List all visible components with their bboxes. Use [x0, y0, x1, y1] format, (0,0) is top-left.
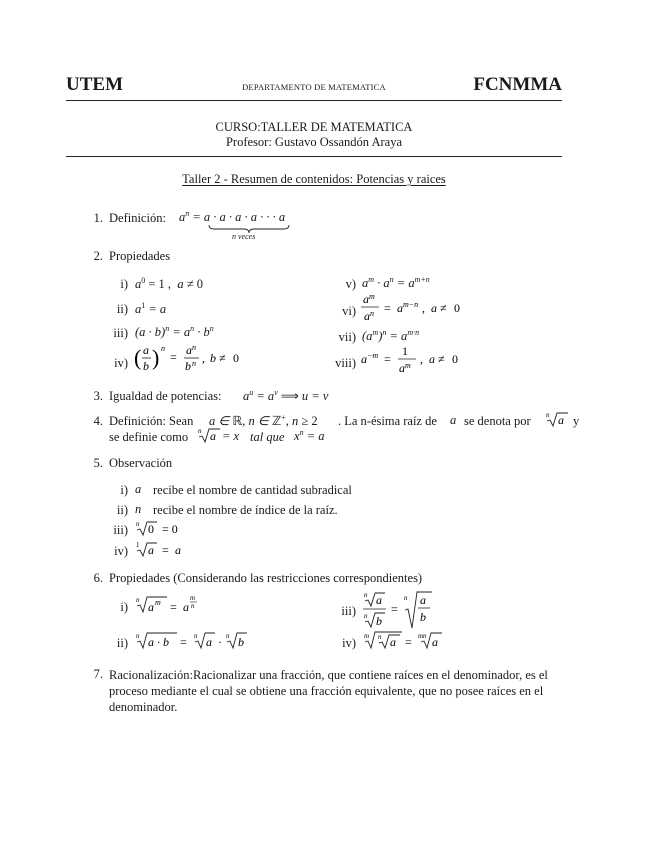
first-root: [134, 540, 194, 558]
roman-numeral: vi): [342, 304, 356, 318]
svg-text:a: a: [397, 301, 403, 315]
section-heading: Propiedades: [109, 249, 171, 263]
roman-numeral: iv): [342, 636, 356, 650]
svg-text:a: a: [363, 292, 369, 306]
section-heading: Observación: [109, 456, 173, 470]
svg-text:=: =: [384, 301, 391, 315]
svg-text:a: a: [558, 413, 564, 427]
power-equality: $a^u = a^v$ ⟹ u = v: [243, 388, 329, 403]
item-number: 1.: [93, 211, 103, 225]
svg-text:n: n: [404, 594, 408, 602]
header-center: DEPARTAMENTO DE MATEMATICA: [242, 82, 386, 92]
root-of-zero: [134, 519, 194, 537]
roman-numeral: i): [120, 600, 128, 614]
svg-text:= 0: = 0: [162, 522, 178, 536]
roman-numeral: ii): [116, 636, 128, 650]
svg-text:=: =: [162, 543, 169, 557]
root-denoted-text: se denota por: [464, 414, 531, 428]
svg-text:=: =: [384, 352, 391, 366]
svg-text:b: b: [143, 359, 149, 373]
property-negative-exponent: [360, 343, 480, 379]
roman-numeral: ii): [116, 503, 128, 517]
svg-text:n: n: [194, 632, 198, 640]
svg-text:n: n: [198, 427, 202, 435]
item-number: 6.: [93, 571, 103, 585]
svg-text:m: m: [364, 632, 370, 640]
property-quotient-same-base: [360, 292, 480, 326]
svg-text:a ≠: a ≠: [431, 301, 447, 315]
svg-text:n: n: [226, 632, 230, 640]
svg-text:a: a: [175, 543, 181, 557]
svg-text:−m: −m: [367, 351, 379, 360]
svg-text:n: n: [192, 359, 196, 368]
definition-label: Definición:: [109, 211, 166, 225]
root-definition-text: . La n-ésima raíz de: [338, 414, 437, 428]
svg-text:=: =: [170, 600, 177, 614]
svg-text:a: a: [432, 635, 438, 649]
and-text: y: [573, 414, 580, 428]
item-number: 5.: [93, 456, 103, 470]
roman-numeral: i): [120, 277, 128, 291]
roman-numeral: iii): [113, 326, 128, 340]
svg-text:n: n: [136, 520, 140, 528]
svg-text:n: n: [364, 612, 368, 620]
svg-text:1: 1: [402, 344, 408, 358]
svg-text:n: n: [378, 633, 382, 641]
property-power-of-power: $(a^m)^n = a^{m\cdot n}$: [362, 328, 420, 343]
svg-text:a: a: [390, 635, 396, 649]
header-left: UTEM: [66, 74, 123, 95]
root-to-fractional-power: [134, 592, 204, 616]
roman-numeral: vii): [338, 330, 356, 344]
svg-text:a: a: [148, 543, 154, 557]
svg-text:=: =: [391, 602, 398, 616]
svg-text:a · b: a · b: [148, 635, 169, 649]
root-conditions: a ∈ ℝ, n ∈ ℤ+, n ≥ 2: [209, 413, 318, 428]
svg-text:m: m: [405, 361, 411, 370]
svg-text:1: 1: [136, 541, 140, 549]
svg-text:n: n: [136, 632, 140, 640]
item-number: 7.: [93, 667, 103, 681]
root-equals-x: = x: [222, 429, 240, 443]
item-number: 4.: [93, 414, 103, 428]
variable-a: a: [450, 413, 457, 427]
svg-text:a: a: [183, 600, 189, 614]
property-one-exponent: $a^1 = a$: [135, 301, 167, 316]
course-professor: Profesor: Gustavo Ossandón Araya: [225, 135, 402, 149]
svg-text:m: m: [369, 292, 375, 301]
svg-text:n: n: [192, 343, 196, 352]
svg-text:a: a: [420, 593, 426, 607]
property-product-power: $(a \cdot b)^n = a^n \cdot b^n$: [135, 324, 214, 339]
root-of-product: [134, 630, 264, 652]
svg-text:=: =: [170, 350, 177, 364]
svg-text:,: ,: [422, 301, 425, 315]
svg-text:b: b: [185, 359, 191, 373]
svg-text:a: a: [143, 343, 149, 357]
page-header: [66, 74, 562, 102]
svg-text:m: m: [155, 598, 161, 607]
svg-text:a: a: [364, 309, 370, 323]
svg-text:·: ·: [218, 635, 222, 649]
svg-text:n: n: [546, 411, 550, 419]
workshop-title: Taller 2 - Resumen de contenidos: Potencias y raices: [182, 172, 446, 186]
svg-text:0: 0: [452, 352, 458, 366]
svg-text:m: m: [190, 594, 196, 602]
nth-root-a: [544, 410, 570, 428]
course-title: CURSO:TALLER DE MATEMATICA: [215, 120, 413, 134]
property-product-same-base: $a^m \cdot a^n = a^{m+n}$: [362, 275, 430, 290]
course-rule: [66, 156, 562, 157]
svg-text:0: 0: [454, 301, 460, 315]
svg-text:n: n: [191, 602, 195, 610]
svg-text:a: a: [206, 635, 212, 649]
svg-text:mn: mn: [418, 632, 427, 640]
svg-text:a: a: [186, 343, 192, 357]
svg-text:a ≠: a ≠: [429, 352, 445, 366]
svg-text:n: n: [364, 591, 368, 599]
roman-numeral: i): [120, 483, 128, 497]
roman-numeral: iii): [341, 604, 356, 618]
roman-numeral: iv): [114, 544, 128, 558]
svg-text:a: a: [148, 600, 154, 614]
variable-a: a: [135, 482, 142, 496]
root-definition-intro: Definición: Sean: [109, 414, 194, 428]
equality-label: Igualdad de potencias:: [109, 389, 222, 403]
roman-numeral: viii): [335, 356, 356, 370]
property-zero-exponent: $a^0 = 1$ , a ≠ 0: [135, 276, 203, 291]
svg-text:n: n: [370, 309, 374, 318]
svg-text:b ≠: b ≠: [210, 351, 226, 365]
observation-text: recibe el nombre de índice de la raíz.: [153, 503, 338, 517]
property-quotient-power: [134, 343, 246, 379]
svg-text:(: (: [134, 345, 142, 370]
power-definition: $a^n = a \cdot a \cdot a \cdot a$ · · · a: [179, 209, 286, 224]
section-heading: Propiedades (Considerando las restricciones correspondientes): [109, 571, 423, 585]
svg-text:a: a: [210, 429, 216, 443]
brace-label: n veces: [232, 232, 256, 241]
root-of-root: [362, 630, 452, 652]
svg-text:n: n: [161, 344, 165, 353]
svg-text:a: a: [399, 361, 405, 375]
roman-numeral: ii): [116, 302, 128, 316]
svg-text:b: b: [376, 614, 382, 628]
svg-text:=: =: [405, 635, 412, 649]
svg-text:b: b: [238, 635, 244, 649]
paragraph-line: denominador.: [109, 700, 178, 714]
svg-text:m−n: m−n: [403, 300, 419, 309]
svg-text:n: n: [136, 596, 140, 604]
roman-numeral: v): [345, 277, 356, 291]
root-of-quotient: [362, 590, 442, 630]
paragraph-line: Racionalización:Racionalizar una fracción, que contiene raíces en el denominador, es el: [109, 668, 548, 682]
root-condition: $x^n = a$: [294, 428, 325, 443]
svg-text:a: a: [376, 593, 382, 607]
svg-text:0: 0: [148, 522, 154, 536]
item-number: 2.: [93, 249, 103, 263]
such-that-text: tal que: [250, 430, 285, 444]
svg-text:=: =: [180, 635, 187, 649]
svg-text:0: 0: [233, 351, 239, 365]
item-number: 3.: [93, 389, 103, 403]
variable-n: n: [135, 502, 142, 516]
rationalization-paragraph: [109, 667, 548, 715]
roman-numeral: iii): [113, 523, 128, 537]
header-rule: [66, 100, 562, 101]
svg-text:): ): [152, 345, 160, 370]
header-right: FCNMMA: [473, 74, 562, 95]
nth-root-a-definition: [196, 426, 222, 444]
root-defined-as-text: se definie como: [109, 430, 189, 444]
svg-text:a: a: [361, 352, 367, 366]
roman-numeral: iv): [114, 356, 128, 370]
svg-text:,: ,: [202, 351, 205, 365]
svg-text:,: ,: [420, 352, 423, 366]
observation-text: recibe el nombre de cantidad subradical: [153, 483, 352, 497]
course-block: [66, 120, 562, 150]
svg-text:b: b: [420, 610, 426, 624]
paragraph-line: proceso mediante el cual se obtiene una fracción equivalente, que no posee raíces en el: [109, 684, 544, 698]
